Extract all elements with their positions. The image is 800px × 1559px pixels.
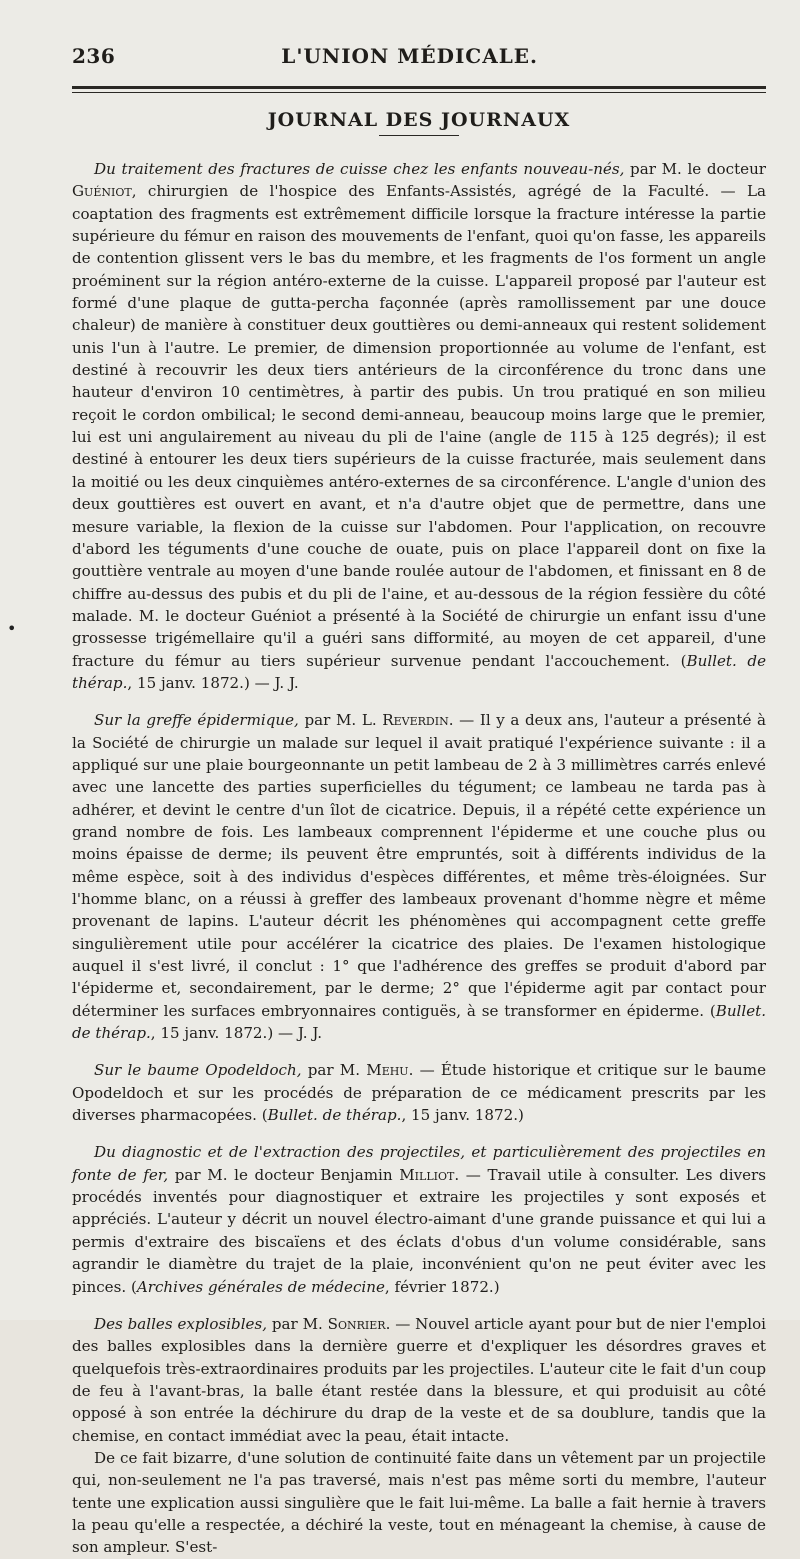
article-paragraph [72,709,766,1044]
article-body: , chirurgien de l'hospice des Enfants-Assistés, agrégé de la Faculté. — La coaptation des fragments est extrêmement difficile lorsque la fracture intéresse la partie supérieure du fémur en raison des mouvements de l'enfant, quoi qu'on fasse, les appareils de contention glissent vers le bas du membre, et les fragments de l'os forment un angle proéminent sur la région antéro-externe de la cuisse. L'appareil proposé par l'auteur est formé d'une plaque de gutta-percha façonnée (après ramollissement par une douce chaleur) de manière à constituer deux gouttières ou demi-anneaux qui restent solidement unis l'un à l'autre. Le premier, de dimension proportionnée au volume de l'enfant, est destiné à recouvrir les deux tiers antérieurs de la circonférence du tronc dans une hauteur d'environ 10 centimètres, à partir des pubis. Un trou pratiqué en son milieu reçoit le cordon ombilical; le second demi-anneau, beaucoup moins large que le premier, lui est uni angulairement au niveau du pli de l'aine (angle de 115 à 125 degrés); il est destiné à entourer les deux tiers supérieurs de la cuisse fracturée, mais seulement dans la moitié ou les deux cinquièmes antéro-externes de sa circonférence. L'angle d'union des deux gouttières est ouvert en avant, et n'a d'autre objet que de permettre, dans une mesure variable, la flexion de la cuisse sur l'abdomen. Pour l'application, on recouvre d'abord les téguments d'une couche de ouate, puis on place l'appareil dont on fixe la gouttière ventrale au moyen d'une bande roulée autour de l'abdomen, et finissant en 8 de chiffre au-dessus des pubis et du pli de l'aine, et au-dessous de la région fessière du côté malade. M. le docteur Guéniot a présenté à la Société de chirurgie un enfant issu d'une grossesse trigémellaire qu'il a guéri sans difformité, au moyen de cet appareil, d'une fracture du fémur au tiers supérieur survenue pendant l'accouchement. ( [72,182,766,670]
article-tail: , 15 janv. 1872.) — J. J. [127,673,299,692]
article-paragraph [72,1313,766,1447]
article-title: Sur la greffe épidermique, [94,711,299,730]
article-paragraph [72,1141,766,1297]
article-title: Des balles explosibles, [94,1314,268,1333]
running-head [72,44,766,74]
author-name: Reverdin [382,711,449,730]
author-prefix: par M. [267,1314,328,1333]
article-body: . — Nouvel article ayant pour but de nier l'emploi des balles explosibles dans la dernière guerre et d'expliquer les désordres graves et quelquefois très-extraordinaires produits par les projectiles. L'auteur cite le fait d'un coup de feu à l'avant-bras, la balle étant restée dans la blessure, et qui produisit au côté opposé à son entrée la déchirure du drap de la veste et de sa doublure, tandis que la chemise, en contact immédiat avec la peau, était intacte. [72,1314,766,1445]
author-name: Milliot [399,1165,455,1184]
author-prefix: par M. le docteur Benjamin [168,1165,400,1184]
author-name: Mehu [366,1061,409,1080]
journal-title: L'UNION MÉDICALE. [281,44,538,68]
article-title: Du traitement des fractures de cuisse chez les enfants nouveau-nés, [94,160,625,178]
article-fractures [72,158,766,694]
section-title-rule [379,135,459,136]
article-body: . — Il y a deux ans, l'auteur a présenté à la Société de chirurgie un malade sur lequel il avait pratiqué l'expérience suivante : il a appliqué sur une plaie bourgeonnante un petit lambeau de 2 à 3 millimètres carrés enlevé avec une lancette des parties superficielles du tégument; ce lambeau ne tarda pas à adhérer, et devint le centre d'un îlot de cicatrice. Depuis, il a répété cette expérience un grand nombre de fois. Les lambeaux comprennent l'épiderme et une couche plus ou moins épaisse de derme; ils peuvent être empruntés, soit à différents individus de la même espèce, soit à des individus d'espèces différentes, et même très-éloignées. Sur l'homme blanc, on a réussi à greffer des lambeaux provenant d'homme nègre et même provenant de lapins. L'auteur décrit les phénomènes qui accompagnent cette greffe singulièrement utile pour accélérer la cicatrice des plaies. De l'examen histologique auquel il s'est livré, il conclut : 1° que l'adhérence des greffes se produit d'abord par l'épiderme et, secondairement, par le derme; 2° que l'épiderme agit par contact pour déterminer les surfaces embryonnaires contiguës, à se transformer en épiderme. ( [72,711,766,1020]
article-tail: , 15 janv. 1872.) — J. J. [150,1024,323,1043]
header-rule-thin [72,92,766,93]
section-title: JOURNAL DES JOURNAUX [267,109,571,131]
page-number: 236 [72,44,116,68]
margin-bullet-mark: • [7,619,17,638]
article-tail: , février 1872.) [384,1277,500,1296]
author-name: Guéniot [72,182,132,201]
article-baume [72,1059,766,1126]
article-body: . — Travail utile à consulter. Les divers procédés inventés pour diagnostiquer et extraire les projectiles y sont exposés et appréciés. L'auteur y décrit un nouvel électro-aimant d'une grande puissance et qui lui a permis d'extraire des biscaïens et des éclats d'obus d'un volume considérable, sans agrandir le diamètre du trajet de la plaie, inconvénient qu'on ne peut éviter avec les pinces. ( [72,1165,766,1296]
article-tail: , 15 janv. 1872.) [401,1106,524,1125]
article-paragraph [72,158,766,694]
article-title: Sur le baume Opodeldoch, [94,1061,302,1080]
article-reference: Bullet. de thérap. [72,1001,766,1043]
article-reference: Bullet. de thérap. [72,651,767,692]
article-reference: Bullet. de thérap. [267,1106,402,1125]
author-name: Sonrier [327,1314,386,1333]
article-greffe [72,709,766,1044]
header-rule-thick [72,86,766,89]
article-projectiles [72,1141,766,1297]
author-prefix: par M. L. [298,711,383,730]
author-prefix: par M. [301,1061,367,1080]
article-body: . — Étude historique et critique sur le baume Opodeldoch et sur les procédés de préparation de ce médicament prescrits par les diverses pharmacopées. ( [72,1061,767,1125]
author-prefix: par M. le docteur [624,160,767,178]
article-title: Du diagnostic et de l'extraction des projectiles, et particulièrement des projectiles en fonte de fer, [72,1143,766,1184]
article-paragraph-2: De ce fait bizarre, d'une solution de continuité faite dans un vêtement par un projectile qui, non-seulement ne l'a pas traversé, mais n'est pas même sorti du membre, l'auteur tente une explication aussi singulière que le fait lui-même. La balle a fait hernie à travers la peau qu'elle a respectée, a déchiré la veste, tout en ménageant la chemise, à cause de son ampleur. S'est- [72,1448,766,1557]
article-paragraph [72,1059,766,1126]
article-balles [72,1313,766,1559]
article-reference: Archives générales de médecine [136,1277,385,1296]
